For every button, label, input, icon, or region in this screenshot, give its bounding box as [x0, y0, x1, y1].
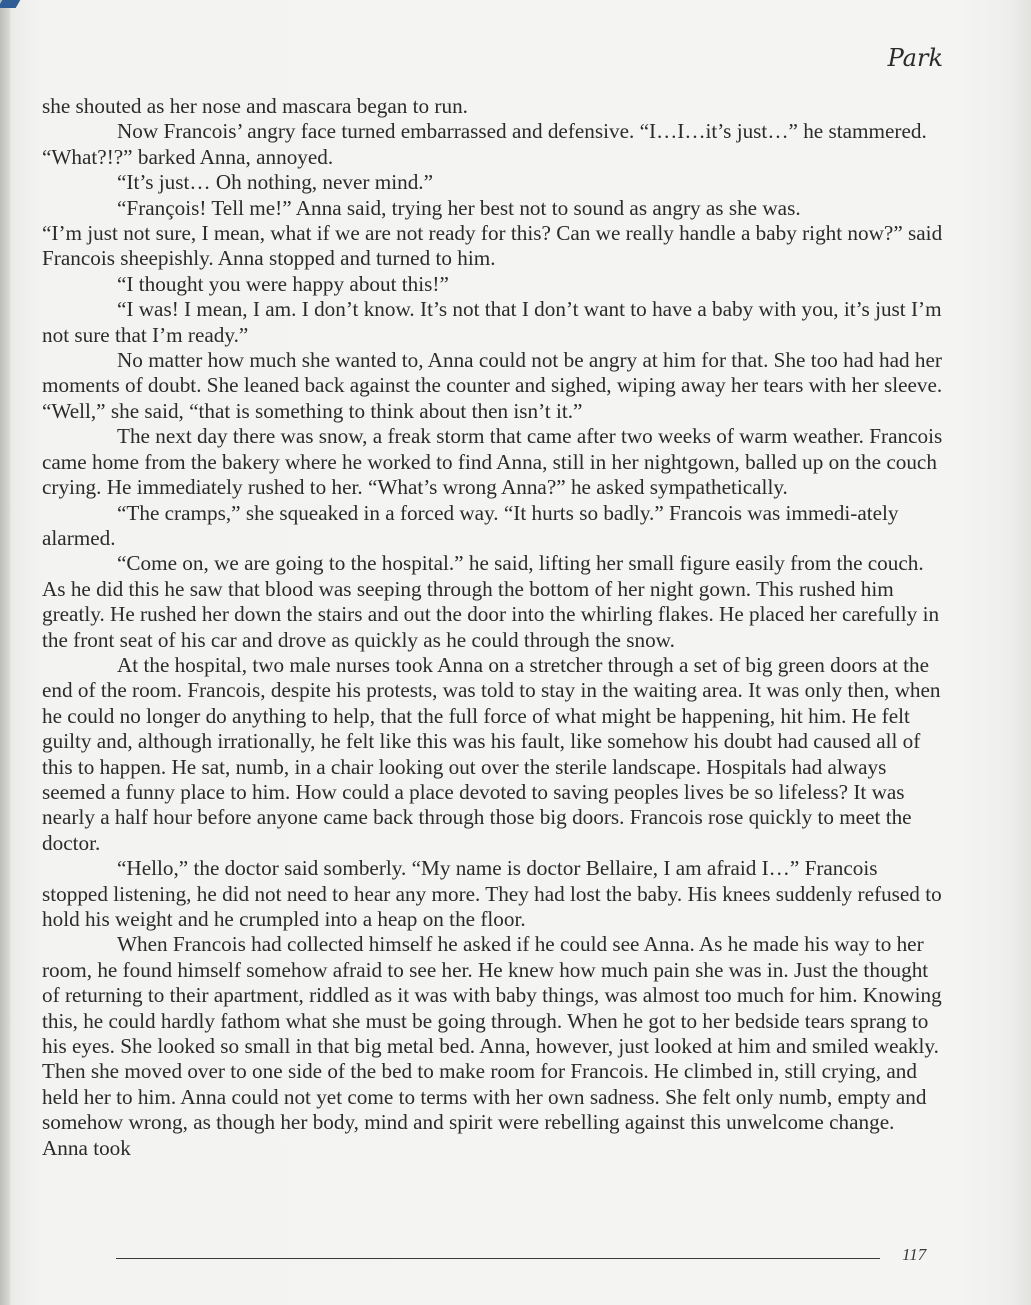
page-number: 117 — [902, 1245, 927, 1264]
footer-rule — [116, 1258, 880, 1259]
body-text — [42, 94, 944, 1161]
paragraph: “The cramps,” she squeaked in a forced way. “It hurts so badly.” Francois was immedi-ately alarmed. — [42, 500, 899, 550]
paragraph: At the hospital, two male nurses took Anna on a stretcher through a set of big green doors at the end of the room. Francois, despite his protests, was told to stay in the waiting area. It was only then, when he could no longer do anything to help, that the full force of what might be happening, hit him. He felt guilty and, although irrationally, he felt like this was his fault, like somehow his doubt had caused all of this to happen. He sat, numb, in a chair looking out over the sterile landscape. Hospitals had always seemed a funny place to him. How could a place devoted to saving peoples lives be so lifeless? It was nearly a half hour before anyone came back through those big doors. Francois rose quickly to meet the doctor. — [42, 652, 941, 855]
paragraph: “I’m just not sure, I mean, what if we are not ready for this? Can we really handle a baby right now?” said Francois sheepishly. Anna stopped and turned to him. — [42, 221, 943, 271]
paragraph: she shouted as her nose and mascara began to run. — [42, 94, 468, 118]
paragraph: “I was! I mean, I am. I don’t know. It’s not that I don’t want to have a baby with you, it’s just I’m not sure that I’m ready.” — [42, 297, 942, 347]
running-head: Park — [887, 44, 943, 72]
paragraph: When Francois had collected himself he asked if he could see Anna. As he made his way to her room, he found himself somehow afraid to see her. He knew how much pain she was in. Just the thought of returning to their apartment, riddled as it was with baby things, was almost too much for him. Knowing this, he could hardly fathom what she must be going through. When he got to her bedside tears sprang to his eyes. She looked so small in that big metal bed. Anna, however, just looked at him and smiled weakly. Then she moved over to one side of the bed to make room for Francois. He climbed in, still crying, and held her to him. Anna could not yet come to terms with her own sadness. She felt only numb, empty and somehow wrong, as though her body, mind and spirit were rebelling against this unwelcome change. Anna took — [42, 932, 942, 1160]
page-gutter-shadow — [0, 0, 10, 1305]
paragraph: Now Francois’ angry face turned embarrassed and defensive. “I…I…it’s just…” he stammered. “What?!?” barked Anna, annoyed. — [42, 119, 927, 169]
paragraph: “Come on, we are going to the hospital.” he said, lifting her small figure easily from the couch. As he did this he saw that blood was seeping through the bottom of her night gown. This rushed him greatly. He rushed her down the stairs and out the door into the whirling flakes. He placed her carefully in the front seat of his car and drove as quickly as he could through the snow. — [42, 551, 940, 652]
corner-color-mark — [0, 0, 20, 8]
paragraph: “Hello,” the doctor said somberly. “My name is doctor Bellaire, I am afraid I…” Francois stopped listening, he did not need to hear any more. They had lost the baby. His knees suddenly refused to hold his weight and he crumpled into a heap on the floor. — [42, 856, 942, 931]
paragraph: “François! Tell me!” Anna said, trying her best not to sound as angry as she was. — [117, 195, 801, 220]
paragraph: The next day there was snow, a freak storm that came after two weeks of warm weather. Francois came home from the bakery where he worked to find Anna, still in her nightgown, balled up on the couch crying. He immediately rushed to her. “What’s wrong Anna?” he asked sympathetically. — [42, 424, 943, 500]
paragraph: No matter how much she wanted to, Anna could not be angry at him for that. She too had had her moments of doubt. She leaned back against the counter and sighed, wiping away her tears with her sleeve. “Well,” she said, “that is something to think about then isn’t it.” — [42, 348, 943, 423]
paragraph: “I thought you were happy about this!” — [117, 271, 449, 296]
paragraph: “It’s just… Oh nothing, never mind.” — [117, 170, 434, 195]
